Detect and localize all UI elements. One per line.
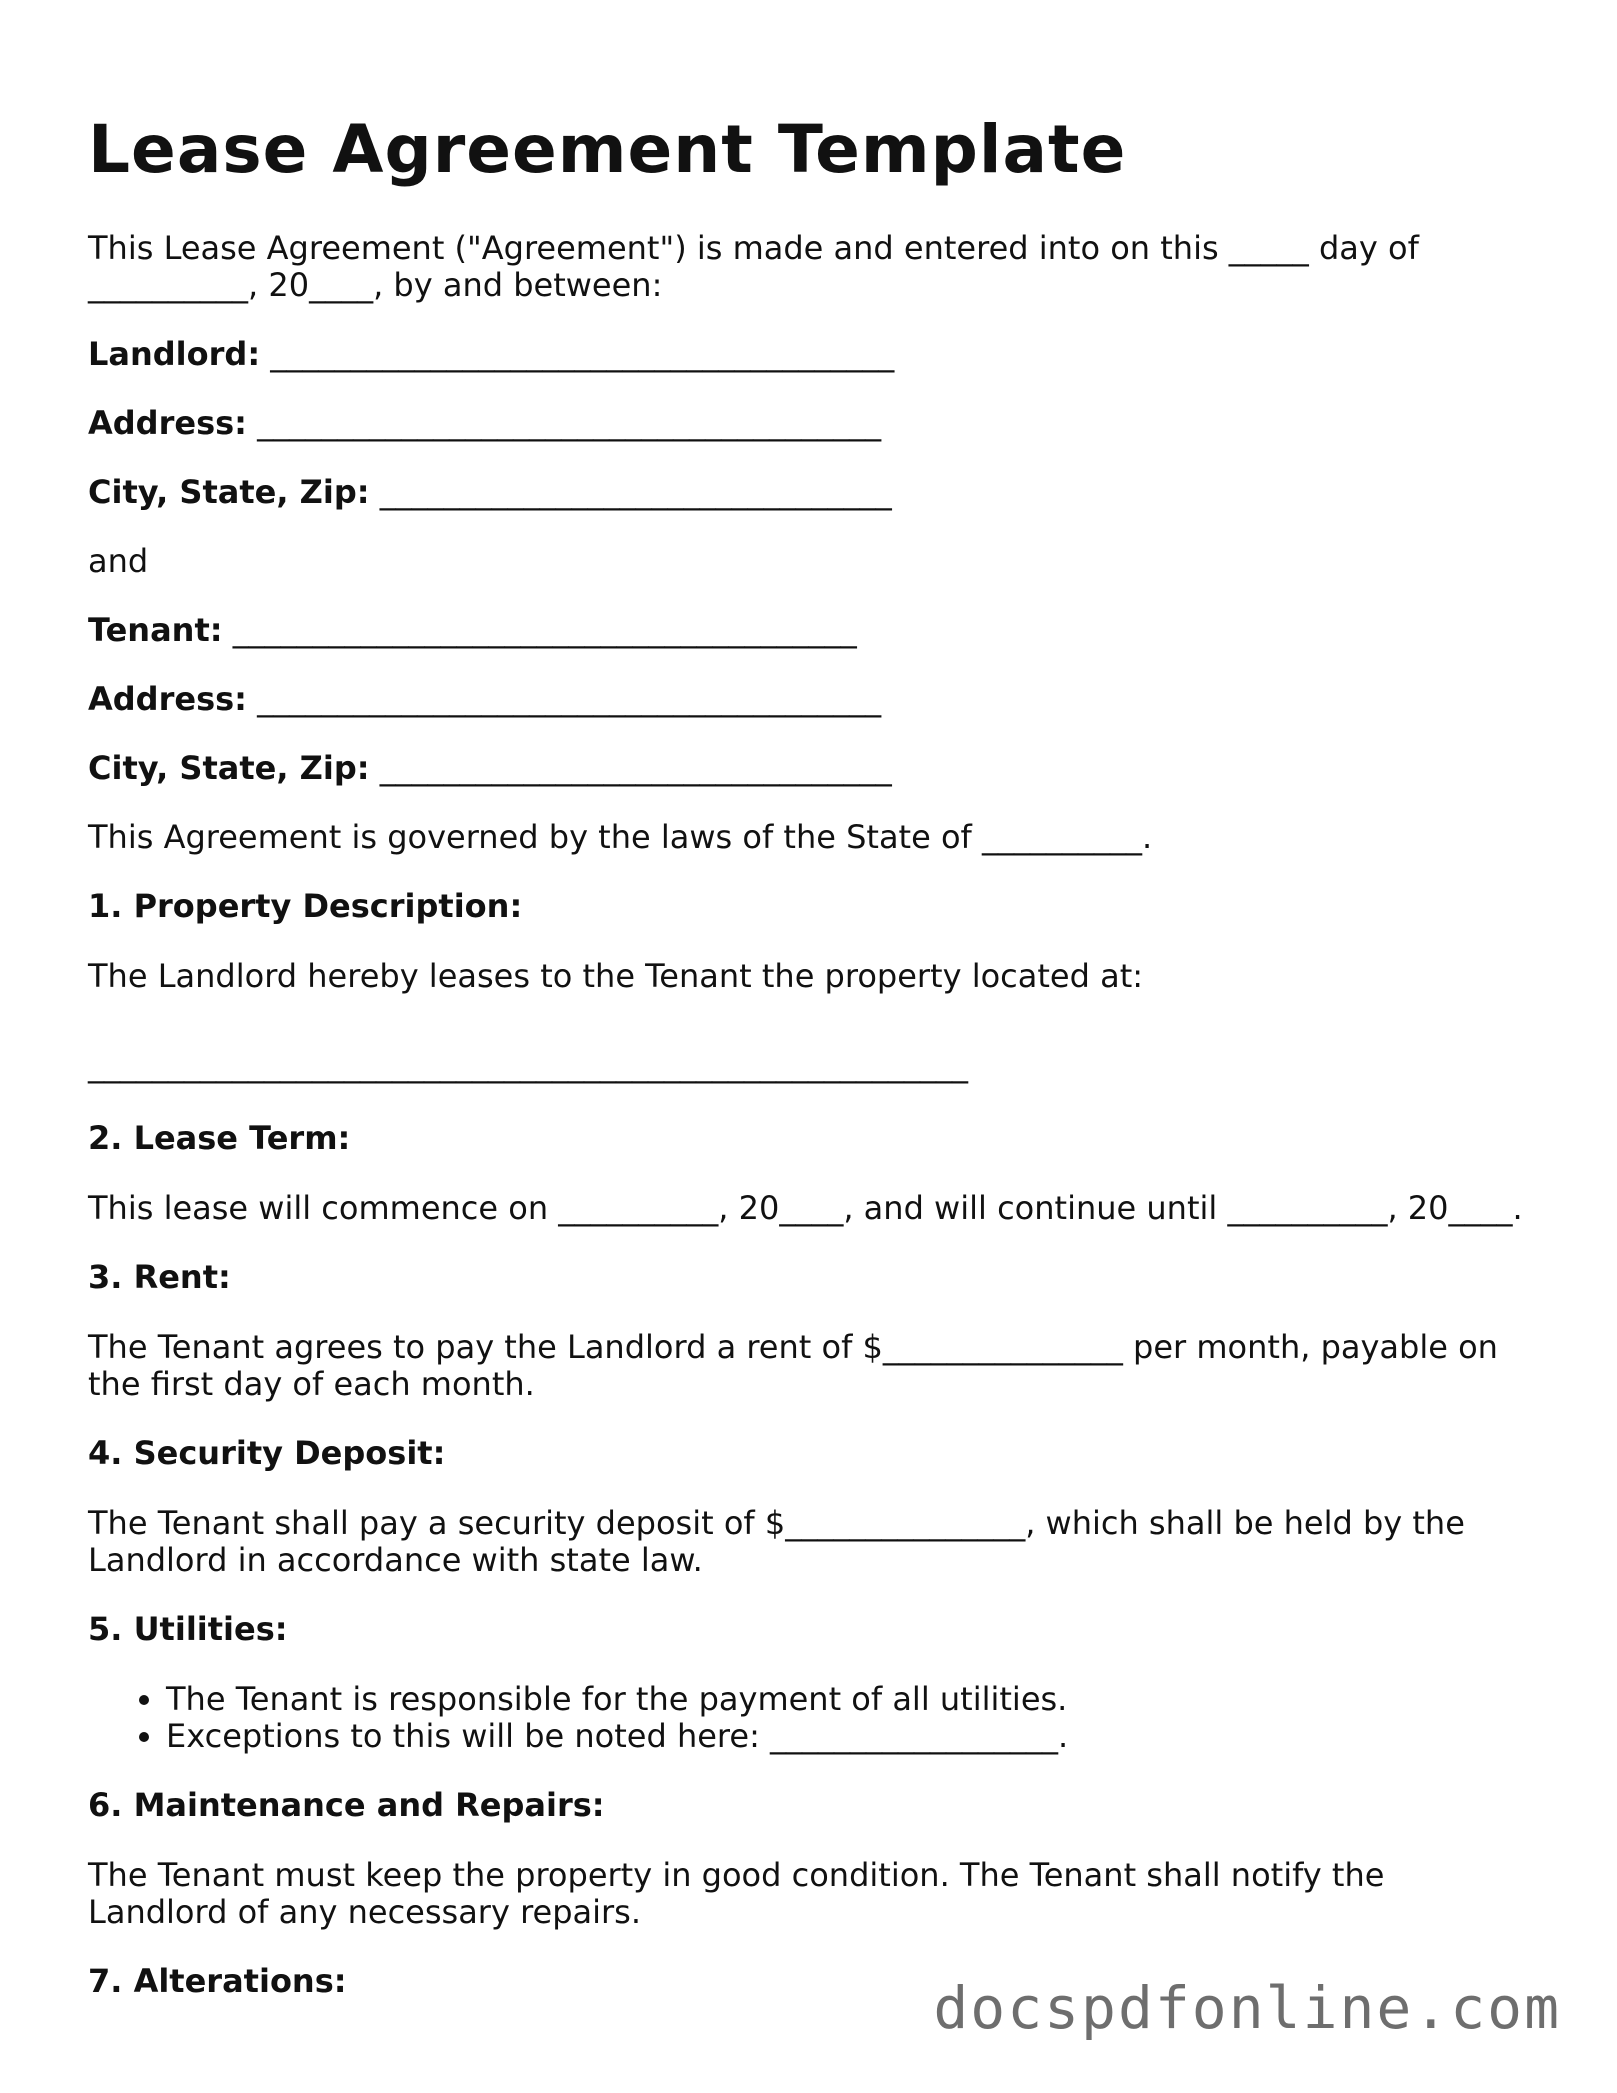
tenant-name-label: Tenant: <box>88 611 223 649</box>
section-rent-text: The Tenant agrees to pay the Landlord a rent of $_______________ per month, payable on the first day of each month. <box>88 1328 1498 1403</box>
tenant-city-label: City, State, Zip: <box>88 749 370 787</box>
section-property-text: The Landlord hereby leases to the Tenant the property located at: <box>88 957 1144 995</box>
section-alterations-heading-text: 7. Alterations: <box>88 1962 347 2000</box>
section-term-text: This lease will commence on __________, 20____, and will continue until __________, 20____. <box>88 1189 1523 1227</box>
watermark-text: docspdfonline.com <box>933 1974 1561 2042</box>
landlord-address-blank: _______________________________________ <box>257 404 882 442</box>
list-item: • Exceptions to this will be noted here: __________________. <box>166 1718 1528 1755</box>
tenant-name-blank: _______________________________________ <box>232 611 857 649</box>
list-item: • The Tenant is responsible for the payment of all utilities. <box>166 1681 1528 1718</box>
landlord-city-blank: ________________________________ <box>379 473 892 511</box>
section-term-heading-text: 2. Lease Term: <box>88 1119 351 1157</box>
landlord-address-label: Address: <box>88 404 247 442</box>
section-maintenance-heading <box>88 1787 1528 1824</box>
landlord-address-field <box>88 405 1528 442</box>
landlord-name-label: Landlord: <box>88 335 261 373</box>
section-utilities-heading-text: 5. Utilities: <box>88 1610 288 1648</box>
landlord-city-label: City, State, Zip: <box>88 473 370 511</box>
tenant-city-blank: ________________________________ <box>379 749 892 787</box>
tenant-address-field <box>88 681 1528 718</box>
landlord-name-blank: _______________________________________ <box>270 335 895 373</box>
section-rent-heading <box>88 1259 1528 1296</box>
document-title: Lease Agreement Template <box>88 111 1127 188</box>
governing-law-paragraph: This Agreement is governed by the laws of the State of __________. <box>88 818 1153 856</box>
section-utilities-heading <box>88 1611 1528 1648</box>
section-property-heading-text: 1. Property Description: <box>88 887 523 925</box>
document-page <box>88 110 1528 2033</box>
section-maintenance-text: The Tenant must keep the property in good condition. The Tenant shall notify the Landlord of any necessary repairs. <box>88 1856 1385 1931</box>
and-text: and <box>88 542 149 580</box>
property-address-blank: _______________________________________________________ <box>88 1046 968 1084</box>
section-deposit-heading <box>88 1435 1528 1472</box>
section-property-heading <box>88 888 1528 925</box>
tenant-name-field <box>88 612 1528 649</box>
section-deposit-heading-text: 4. Security Deposit: <box>88 1434 446 1472</box>
tenant-city-field <box>88 750 1528 787</box>
utilities-list <box>88 1681 1528 1755</box>
section-deposit-text: The Tenant shall pay a security deposit of $_______________, which shall be held by the Landlord in accordance with state law. <box>88 1504 1465 1579</box>
intro-paragraph: This Lease Agreement ("Agreement") is made and entered into on this _____ day of __________, 20____, by and between: <box>88 229 1419 304</box>
tenant-address-blank: _______________________________________ <box>257 680 882 718</box>
landlord-name-field <box>88 336 1528 373</box>
section-maintenance-heading-text: 6. Maintenance and Repairs: <box>88 1786 605 1824</box>
landlord-city-field <box>88 474 1528 511</box>
tenant-address-label: Address: <box>88 680 247 718</box>
section-rent-heading-text: 3. Rent: <box>88 1258 231 1296</box>
section-term-heading <box>88 1120 1528 1157</box>
